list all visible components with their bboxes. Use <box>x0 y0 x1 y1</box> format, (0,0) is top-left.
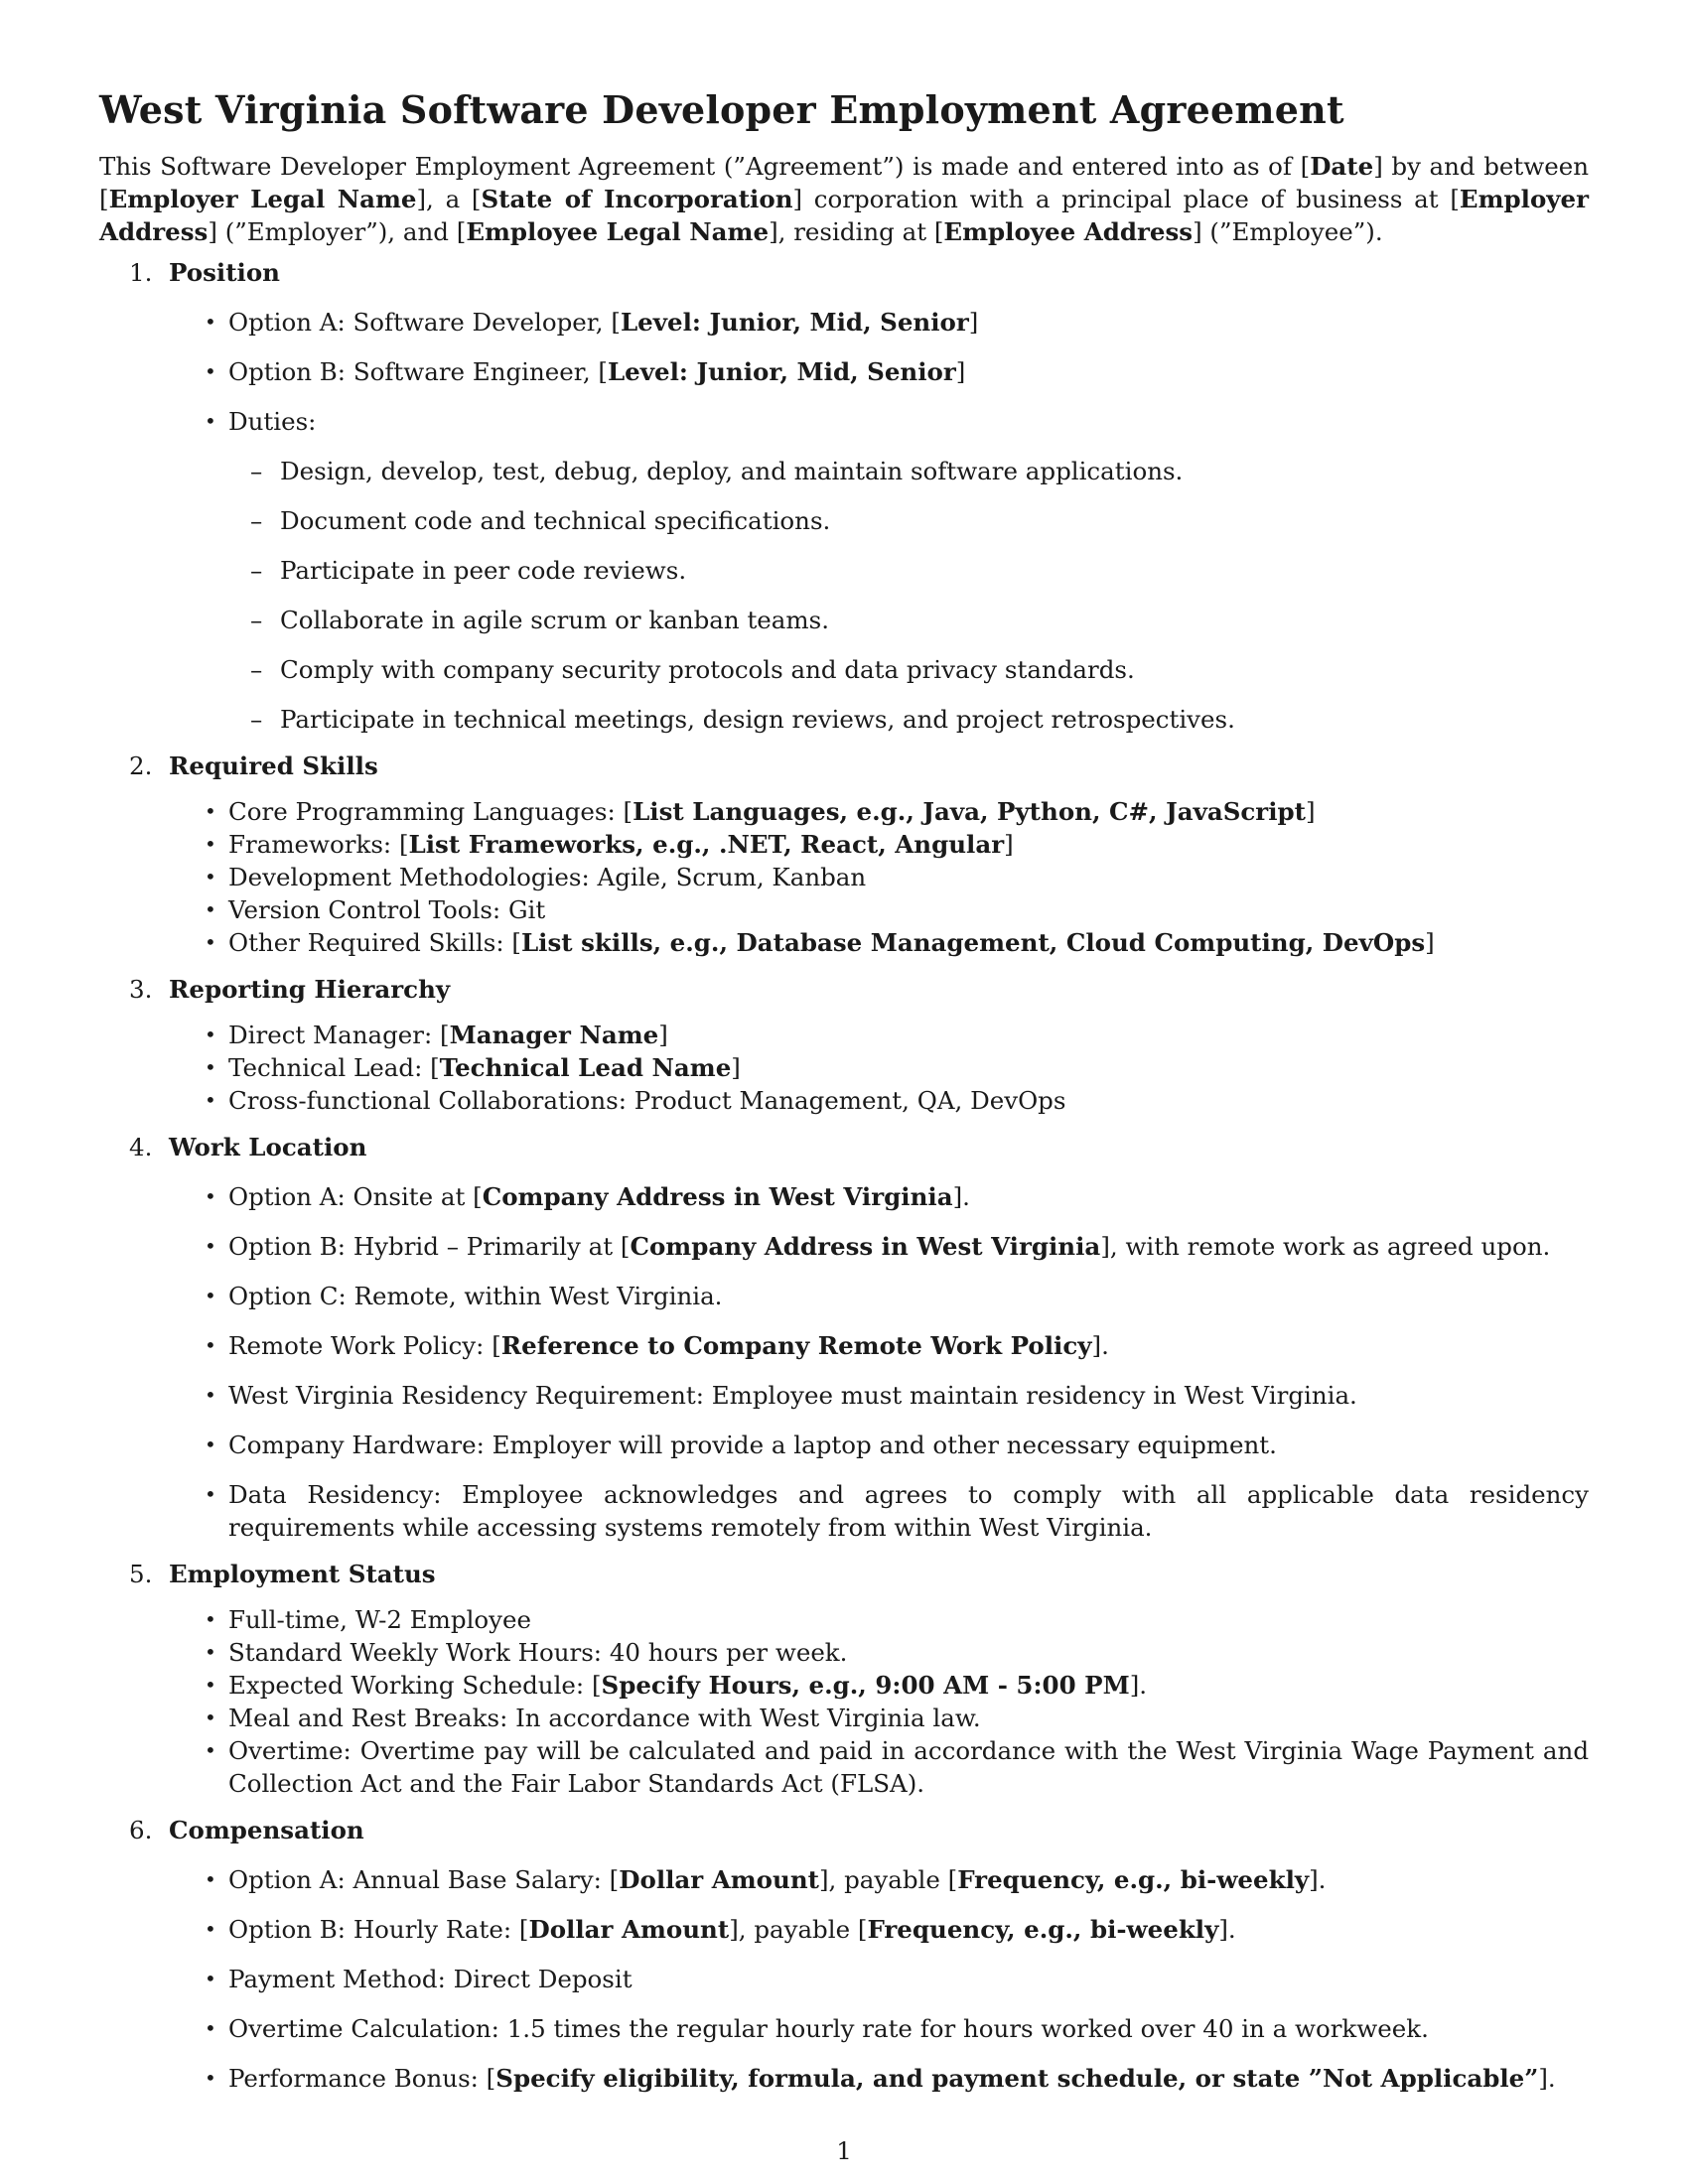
list-item: • Performance Bonus: [Specify eligibility, formula, and payment schedule, or state ”Not Applicable”]. <box>205 2064 1556 2093</box>
list-item: • Direct Manager: [Manager Name] <box>205 1021 668 1049</box>
section-title: Required Skills <box>169 751 378 780</box>
section-number: 5. <box>129 1560 153 1588</box>
list-item: • Cross-functional Collaborations: Product Management, QA, DevOps <box>205 1086 1066 1115</box>
section-required-skills <box>99 750 1589 959</box>
section-employment-status <box>99 1558 1589 1800</box>
list-item: • Frameworks: [List Frameworks, e.g., .NET, React, Angular] <box>205 830 1014 859</box>
bullet-icon: • <box>205 1433 216 1456</box>
bullet-icon: • <box>205 1383 216 1407</box>
list-item: • Option B: Hybrid – Primarily at [Company Address in West Virginia], with remote work as agreed upon. <box>205 1232 1551 1261</box>
bullet-icon: • <box>205 865 216 888</box>
placeholder: Frequency, e.g., bi-weekly <box>957 1865 1310 1894</box>
placeholder: Level: Junior, Mid, Senior <box>607 357 956 386</box>
bullet-icon: • <box>205 1184 216 1208</box>
bullet-icon: • <box>205 2066 216 2090</box>
bullet-icon: • <box>205 799 216 823</box>
list-item: • Version Control Tools: Git <box>205 895 546 924</box>
placeholder: Company Address in West Virginia <box>630 1232 1101 1261</box>
bullet-icon: • <box>205 1640 216 1664</box>
placeholder-employee-address: Employee Address <box>943 217 1194 246</box>
section-number: 3. <box>129 975 153 1004</box>
list-item: • Payment Method: Direct Deposit <box>205 1965 633 1993</box>
location-list <box>169 1180 1589 1544</box>
bullet-icon: • <box>205 1055 216 1079</box>
list-item: • Technical Lead: [Technical Lead Name] <box>205 1053 741 1082</box>
bullet-icon: • <box>205 409 216 433</box>
duty-item: – Participate in peer code reviews. <box>250 556 687 585</box>
bullet-icon: • <box>205 1088 216 1112</box>
list-item: • Option C: Remote, within West Virginia. <box>205 1282 723 1310</box>
list-item: • Expected Working Schedule: [Specify Hours, e.g., 9:00 AM - 5:00 PM]. <box>205 1671 1148 1700</box>
document-page <box>99 87 1589 2095</box>
intro-text: ] by and between [ <box>99 152 1590 213</box>
placeholder-state: State of Incorporation <box>481 185 793 213</box>
placeholder-employee-name: Employee Legal Name <box>466 217 770 246</box>
intro-text: This Software Developer Employment Agreement (”Agreement”) is made and entered into as of [ <box>99 152 1311 181</box>
bullet-icon: • <box>205 1333 216 1357</box>
list-item: • Remote Work Policy: [Reference to Company Remote Work Policy]. <box>205 1331 1109 1360</box>
list-item: • Option B: Hourly Rate: [Dollar Amount], payable [Frequency, e.g., bi-weekly]. <box>205 1915 1236 1944</box>
placeholder-employer-name: Employer Legal Name <box>108 185 417 213</box>
section-title: Compensation <box>169 1816 364 1844</box>
sections-list <box>99 256 1589 2095</box>
dash-icon: – <box>250 457 263 485</box>
bullet-icon: • <box>205 1284 216 1307</box>
list-item: • Option A: Annual Base Salary: [Dollar Amount], payable [Frequency, e.g., bi-weekly]. <box>205 1865 1327 1894</box>
duty-item: – Document code and technical specifications. <box>250 506 831 535</box>
duty-item: – Participate in technical meetings, design reviews, and project retrospectives. <box>250 705 1235 734</box>
duty-item: – Collaborate in agile scrum or kanban teams. <box>250 606 829 634</box>
bullet-icon: • <box>205 1867 216 1891</box>
bullet-icon: • <box>205 832 216 856</box>
intro-paragraph <box>99 150 1589 248</box>
duty-item: – Comply with company security protocols and data privacy standards. <box>250 655 1135 684</box>
bullet-icon: • <box>205 930 216 954</box>
duty-item: – Design, develop, test, debug, deploy, and maintain software applications. <box>250 457 1184 485</box>
bullet-icon: • <box>205 2016 216 2040</box>
bullet-icon: • <box>205 1482 216 1506</box>
section-title: Reporting Hierarchy <box>169 975 451 1004</box>
placeholder: Level: Junior, Mid, Senior <box>620 308 969 337</box>
list-item: • Duties: – Design, develop, test, debug, deploy, and maintain software applications. – Document code and technical specifications. – Participate in peer code reviews. – Collaborate in agile scrum or kanban teams. – Comply with company security protocols and data privacy standards. – Participate in technical meetings, design reviews, and project retrospectives. <box>169 405 1589 736</box>
placeholder: Manager Name <box>449 1021 659 1049</box>
placeholder: Specify eligibility, formula, and payment schedule, or state ”Not Applicable” <box>495 2064 1539 2093</box>
list-item: • Full-time, W-2 Employee <box>205 1605 531 1634</box>
intro-text: ], a [ <box>416 185 482 213</box>
bullet-icon: • <box>205 897 216 921</box>
section-number: 2. <box>129 751 153 780</box>
section-work-location <box>99 1131 1589 1544</box>
list-item: • West Virginia Residency Requirement: Employee must maintain residency in West Virginia. <box>205 1381 1357 1410</box>
reporting-list <box>169 1019 1589 1117</box>
bullet-icon: • <box>205 310 216 334</box>
list-item: • Overtime Calculation: 1.5 times the regular hourly rate for hours worked over 40 in a workweek. <box>205 2014 1429 2043</box>
list-item: • Option B: Software Engineer, [Level: Junior, Mid, Senior] <box>205 357 966 386</box>
dash-icon: – <box>250 606 263 634</box>
bullet-icon: • <box>205 1234 216 1258</box>
compensation-list <box>169 1863 1589 2095</box>
bullet-icon: • <box>205 1917 216 1941</box>
section-compensation <box>99 1814 1589 2095</box>
section-title: Employment Status <box>169 1560 436 1588</box>
position-list <box>169 306 1589 736</box>
placeholder: Frequency, e.g., bi-weekly <box>867 1915 1219 1944</box>
skills-list <box>169 795 1589 959</box>
list-item: • Overtime: Overtime pay will be calculated and paid in accordance with the West Virginia Wage Payment and Collection Act and the Fair Labor Standards Act (FLSA). <box>205 1736 1589 1798</box>
list-item: • Company Hardware: Employer will provide a laptop and other necessary equipment. <box>205 1431 1277 1459</box>
bullet-icon: • <box>205 1738 216 1762</box>
section-title: Work Location <box>169 1133 367 1161</box>
intro-text: ] corporation with a principal place of business at [ <box>792 185 1460 213</box>
placeholder: Technical Lead Name <box>439 1053 732 1082</box>
list-item: • Data Residency: Employee acknowledges and agrees to comply with all applicable data residency requirements while accessing systems remotely from within West Virginia. <box>205 1480 1589 1542</box>
placeholder: List skills, e.g., Database Management, Cloud Computing, DevOps <box>520 928 1426 957</box>
intro-text: ] (”Employer”), and [ <box>208 217 467 246</box>
section-number: 4. <box>129 1133 153 1161</box>
list-item: • Option A: Onsite at [Company Address in West Virginia]. <box>205 1182 970 1211</box>
bullet-icon: • <box>205 1967 216 1990</box>
dash-icon: – <box>250 556 263 585</box>
list-item: • Development Methodologies: Agile, Scrum, Kanban <box>205 863 867 891</box>
section-number: 6. <box>129 1816 153 1844</box>
page-number: 1 <box>836 2136 852 2165</box>
intro-text: ] (”Employee”). <box>1193 217 1383 246</box>
section-reporting-hierarchy <box>99 973 1589 1117</box>
bullet-icon: • <box>205 1607 216 1631</box>
placeholder: Reference to Company Remote Work Policy <box>500 1331 1092 1360</box>
placeholder: Company Address in West Virginia <box>482 1182 953 1211</box>
placeholder: Dollar Amount <box>528 1915 730 1944</box>
dash-icon: – <box>250 506 263 535</box>
section-position <box>99 256 1589 736</box>
status-list <box>169 1603 1589 1800</box>
placeholder: List Frameworks, e.g., .NET, React, Angular <box>408 830 1005 859</box>
bullet-icon: • <box>205 1706 216 1729</box>
placeholder-employer-address: Employer Address <box>99 185 1590 246</box>
list-item: • Core Programming Languages: [List Languages, e.g., Java, Python, C#, JavaScript] <box>205 797 1316 826</box>
dash-icon: – <box>250 655 263 684</box>
placeholder: Dollar Amount <box>619 1865 819 1894</box>
list-item: • Meal and Rest Breaks: In accordance with West Virginia law. <box>205 1704 981 1732</box>
dash-icon: – <box>250 705 263 734</box>
bullet-icon: • <box>205 359 216 383</box>
list-item: • Other Required Skills: [List skills, e.g., Database Management, Cloud Computing, DevOps] <box>205 928 1435 957</box>
document-title: West Virginia Software Developer Employment Agreement <box>99 87 1344 132</box>
bullet-icon: • <box>205 1673 216 1697</box>
intro-text: ], residing at [ <box>769 217 944 246</box>
bullet-icon: • <box>205 1023 216 1046</box>
placeholder: Specify Hours, e.g., 9:00 AM - 5:00 PM <box>601 1671 1130 1700</box>
section-title: Position <box>169 258 280 287</box>
list-item: • Standard Weekly Work Hours: 40 hours per week. <box>205 1638 848 1667</box>
section-number: 1. <box>129 258 153 287</box>
duties-list <box>228 455 1589 736</box>
placeholder-date: Date <box>1310 152 1374 181</box>
placeholder: List Languages, e.g., Java, Python, C#, JavaScript <box>633 797 1306 826</box>
list-item: • Option A: Software Developer, [Level: Junior, Mid, Senior] <box>205 308 979 337</box>
